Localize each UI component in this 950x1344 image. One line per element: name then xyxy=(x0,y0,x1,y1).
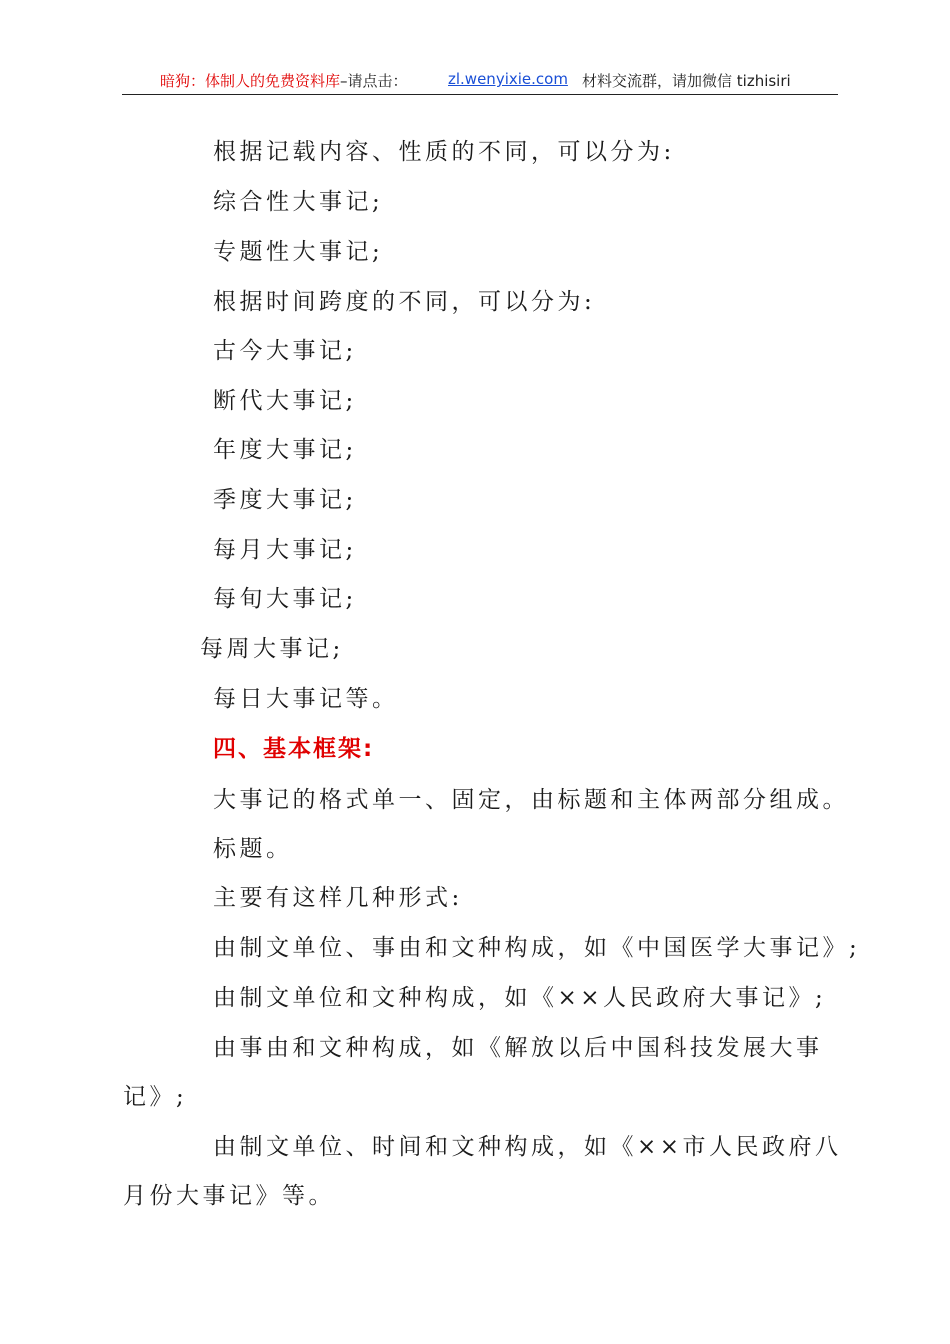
section-line: 记》; xyxy=(123,1084,188,1110)
section-line: 大事记的格式单一、固定，由标题和主体两部分组成。 xyxy=(213,787,849,813)
header-contact: 材料交流群，请加微信 tizhisiri xyxy=(582,72,791,90)
header-brand xyxy=(160,70,408,91)
header-brand-text: 暗狗：体制人的免费资料库 xyxy=(160,72,341,90)
section-line: 由制文单位和文种构成，如《××人民政府大事记》; xyxy=(213,985,827,1011)
page-header xyxy=(122,66,838,95)
body-line: 综合性大事记; xyxy=(213,189,384,215)
section-line: 由制文单位、时间和文种构成，如《××市人民政府八 xyxy=(213,1134,842,1160)
body-line: 每月大事记; xyxy=(213,537,357,563)
section-line: 由事由和文种构成，如《解放以后中国科技发展大事 xyxy=(213,1035,823,1061)
body-line: 季度大事记; xyxy=(213,487,357,513)
body-line: 断代大事记; xyxy=(213,388,357,414)
body-line: 专题性大事记; xyxy=(213,239,384,265)
section-line: 月份大事记》等。 xyxy=(123,1183,335,1209)
section-line: 主要有这样几种形式: xyxy=(213,885,463,911)
section-heading: 四、基本框架: xyxy=(213,736,375,762)
header-link[interactable]: zl.wenyixie.com xyxy=(448,70,568,88)
body-line: 古今大事记; xyxy=(213,338,357,364)
body-line: 每日大事记等。 xyxy=(213,686,399,712)
section-line: 由制文单位、事由和文种构成，如《中国医学大事记》; xyxy=(213,935,861,961)
body-line: 每周大事记; xyxy=(200,636,344,662)
body-line: 年度大事记; xyxy=(213,437,357,463)
body-line: 每旬大事记; xyxy=(213,586,357,612)
body-line: 根据时间跨度的不同，可以分为: xyxy=(213,289,596,315)
section-line: 标题。 xyxy=(213,836,293,862)
body-line: 根据记载内容、性质的不同，可以分为: xyxy=(213,139,675,165)
header-prompt: –请点击： xyxy=(340,72,408,90)
